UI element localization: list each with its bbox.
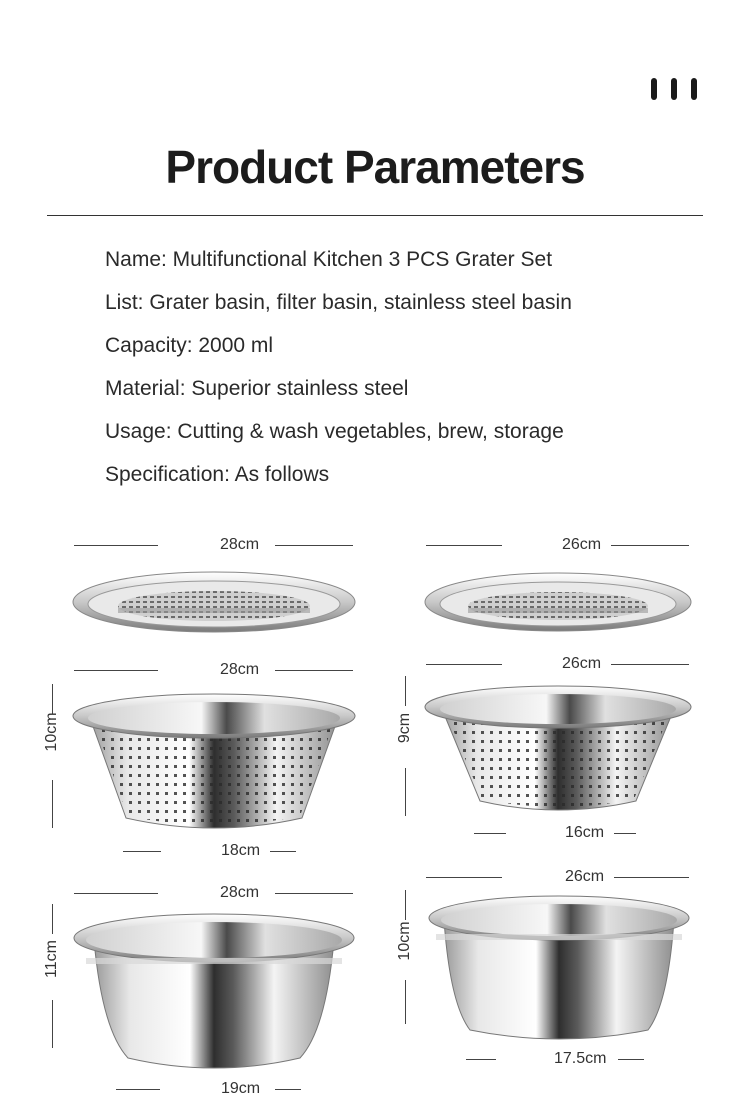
param-material: Material: Superior stainless steel: [105, 377, 409, 400]
left-colander-top: 28cm: [220, 661, 260, 678]
dimension-line: [614, 833, 636, 834]
param-capacity: Capacity: 2000 ml: [105, 334, 274, 357]
menu-bars-icon[interactable]: [651, 78, 697, 100]
dimension-line: [466, 1059, 496, 1060]
dimension-line: [275, 545, 353, 546]
right-colander-top: 26cm: [562, 655, 602, 672]
param-usage: Usage: Cutting & wash vegetables, brew, storage: [105, 420, 564, 443]
parameter-list: [105, 238, 572, 496]
dimension-line: [275, 1089, 301, 1090]
left-colander-height: 10cm: [43, 712, 60, 752]
dimension-line: [405, 676, 406, 706]
left-colander-bottom: 18cm: [221, 842, 261, 859]
right-colander-height: 9cm: [396, 712, 413, 744]
dimension-line: [611, 545, 689, 546]
right-grater-plate: [424, 570, 692, 640]
dimension-line: [52, 1000, 53, 1048]
param-name: Name: Multifunctional Kitchen 3 PCS Grater Set: [105, 248, 553, 271]
right-bowl-bottom: 17.5cm: [554, 1050, 607, 1067]
left-bowl-top: 28cm: [220, 884, 260, 901]
dimension-line: [74, 545, 158, 546]
dimension-line: [116, 1089, 160, 1090]
dimension-line: [614, 877, 689, 878]
left-colander: [72, 690, 356, 832]
right-bowl-top: 26cm: [565, 868, 605, 885]
dimension-line: [618, 1059, 644, 1060]
dimension-line: [611, 664, 689, 665]
right-colander-bottom: 16cm: [565, 824, 605, 841]
dimension-line: [426, 877, 502, 878]
left-bowl-height: 11cm: [43, 940, 60, 978]
dimension-line: [270, 851, 296, 852]
dimension-line: [52, 904, 53, 934]
right-mixing-bowl: [428, 892, 690, 1044]
dimension-line: [474, 833, 506, 834]
dimension-line: [426, 664, 502, 665]
dimension-line: [426, 545, 502, 546]
right-grater-width: 26cm: [562, 536, 602, 553]
page-title: Product Parameters: [165, 141, 585, 193]
right-colander: [424, 683, 692, 815]
dimension-line: [405, 980, 406, 1024]
left-mixing-bowl: [72, 910, 356, 1072]
right-bowl-height: 10cm: [396, 921, 413, 961]
dimension-line: [74, 893, 158, 894]
dimension-line: [52, 780, 53, 828]
left-grater-plate: [72, 570, 356, 642]
dimension-line: [275, 670, 353, 671]
left-grater-width: 28cm: [220, 536, 260, 553]
dimension-line: [405, 768, 406, 816]
param-specification: Specification: As follows: [105, 463, 330, 486]
title-divider: [47, 215, 703, 216]
dimension-line: [405, 890, 406, 920]
dimension-line: [275, 893, 353, 894]
param-list: List: Grater basin, filter basin, stainless steel basin: [105, 291, 572, 314]
dimension-line: [74, 670, 158, 671]
dimension-line: [123, 851, 161, 852]
left-bowl-bottom: 19cm: [221, 1080, 261, 1097]
